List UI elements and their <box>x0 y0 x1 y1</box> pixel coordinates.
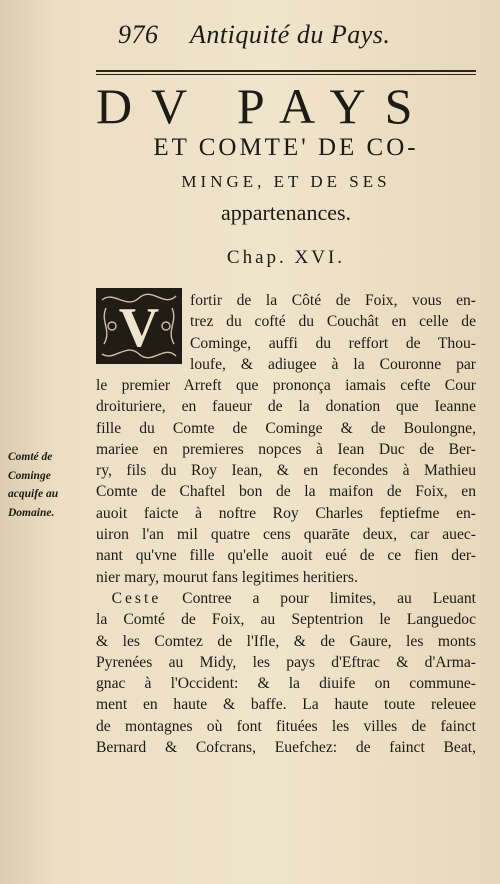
text-line: loufe, & adiugee à la Couronne par <box>190 355 476 373</box>
page-number: 976 <box>118 20 159 49</box>
paragraph-1-body <box>96 375 476 758</box>
title-line-2: ET COMTE' DE CO- <box>153 134 419 161</box>
text-line: uiron l'an mil quatre cens quarāte deux, car auec- <box>96 526 476 544</box>
title-line-3: MINGE, ET DE SES <box>181 172 391 191</box>
text-line: de montagnes où font fituées les villes de fainct <box>96 717 476 735</box>
title-line-1: DV PAYS <box>96 78 432 134</box>
text-line: trez du cofté du Couchât en celle de <box>190 313 476 331</box>
text-line: ment en haute & baffe. La haute toute releuee <box>96 696 476 714</box>
text-line: nant qu'vne fille qu'elle auoit eué de ce fien der- <box>96 547 476 565</box>
text-line: mariee en premieres nopces à Iean Duc de Ber- <box>96 440 476 458</box>
text-line: gnac à l'Occident: & la diuife on commune- <box>96 675 476 693</box>
text-line: ry, fils du Roy Iean, & en fecondes à Mathieu <box>96 462 476 480</box>
initial-letter: V <box>118 297 160 359</box>
paragraph-1-opening <box>190 290 476 375</box>
text-line: le premier Arreft que prononça iamais cefte Cour <box>96 377 476 394</box>
text-line: fille du Comte de Cominge & de Boulongne, <box>96 419 476 437</box>
text-line: Cominge, auffi du reffort de Thou- <box>190 334 476 352</box>
margin-note-line: Domaine. <box>8 506 55 519</box>
paragraph-2-first-line <box>96 588 476 609</box>
text-line: & les Comtez de l'Ifle, & de Gaure, les monts <box>96 632 476 650</box>
running-header <box>118 14 418 54</box>
decorated-initial-v-icon <box>96 288 182 364</box>
text-line: Pyrenées au Midy, les pays d'Eftrac & d'Arma- <box>96 653 476 671</box>
margin-note-line: acquife au <box>8 488 59 500</box>
text-line: Contree a pour limites, au Leuant <box>182 589 476 607</box>
title-line-4: appartenances. <box>220 200 352 225</box>
margin-note-line: Cominge <box>8 469 51 482</box>
margin-note <box>8 448 94 522</box>
paragraph-lead-word: Ceste <box>111 589 162 607</box>
text-line: auoit faicte à noftre Roy Charles feptiefme en- <box>96 504 476 522</box>
header-rule-thin <box>96 74 476 75</box>
text-line: Comte de Chaftel bon de la maifon de Foix, en <box>96 483 476 501</box>
text-line: droituriere, en faueur de la donation que Ieanne <box>96 398 476 416</box>
header-rule <box>96 70 476 72</box>
ornament-icon <box>96 288 182 364</box>
running-title: Antiquité du Pays. <box>190 20 391 49</box>
chapter-heading: Chap. XVI. <box>226 247 346 268</box>
text-line: la Comté de Foix, au Septentrion le Languedoc <box>96 611 476 629</box>
margin-note-line: Comté de <box>8 451 53 463</box>
text-line: fortir de la Côté de Foix, vous en- <box>190 292 476 309</box>
text-line: nier mary, mourut fans legitimes heritiers. <box>96 568 358 586</box>
text-line: Bernard & Cofcrans, Euefchez: de fainct Beat, <box>96 739 476 757</box>
